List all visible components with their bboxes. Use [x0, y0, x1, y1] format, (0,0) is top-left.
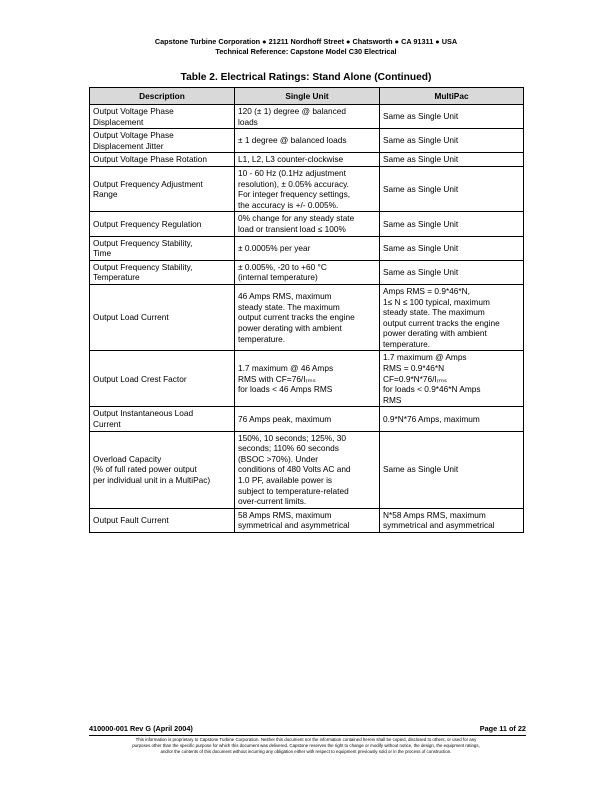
cell-text-line: power derating with ambient [238, 322, 342, 333]
cell-text-line: temperature. [238, 333, 286, 344]
cell-text-line: Range [93, 189, 118, 200]
cell-text-line: Displacement [93, 116, 144, 127]
proprietary-disclaimer [70, 737, 542, 755]
table-cell-description [90, 284, 235, 351]
table-cell-description [90, 153, 235, 167]
cell-text-line: ± 0.005%, -20 to +60 °C [238, 261, 327, 272]
cell-text-line: 46 Amps RMS, maximum [238, 291, 332, 302]
cell-text-line: 150%, 10 seconds; 125%, 30 [238, 432, 346, 443]
table-cell-multipac [380, 153, 524, 167]
cell-text-line: seconds; 110% 60 seconds [238, 443, 339, 454]
page-footer [89, 724, 526, 734]
table-cell-description [90, 166, 235, 211]
table-cell-description [90, 351, 235, 407]
table-cell-single-unit [235, 351, 380, 407]
table-cell-single-unit [235, 431, 380, 508]
cell-text-line: load or transient load ≤ 100% [238, 223, 346, 234]
table-row [90, 407, 524, 431]
page-header [0, 37, 612, 56]
cell-text-line: N*58 Amps RMS, maximum [383, 509, 486, 520]
table-cell-multipac [380, 166, 524, 211]
table-cell-single-unit [235, 508, 380, 532]
cell-text-line: Time [93, 248, 112, 259]
table-cell-description [90, 431, 235, 508]
table-cell-multipac [380, 284, 524, 351]
cell-text-line: Current [93, 419, 121, 430]
cell-text-line: Same as Single Unit [383, 267, 459, 278]
cell-text-line: Amps RMS = 0.9*46*N, [383, 285, 470, 296]
cell-text-line: Output Frequency Stability, [93, 261, 193, 272]
company-address-line: Capstone Turbine Corporation ● 21211 Nordhoff Street ● Chatsworth ● CA 91311 ● USA [154, 37, 458, 46]
column-header-multipac: MultiPac [380, 88, 524, 105]
table-row [90, 166, 524, 211]
cell-text-line: resolution), ± 0.05% accuracy. [238, 178, 349, 189]
cell-text-line: 120 (± 1) degree @ balanced [238, 106, 346, 116]
table-cell-multipac [380, 236, 524, 260]
cell-text-line: Temperature [93, 272, 140, 283]
table-cell-single-unit [235, 129, 380, 153]
table-header-row [90, 88, 524, 105]
table-row [90, 260, 524, 284]
table-cell-multipac [380, 508, 524, 532]
cell-text-line: 1.7 maximum @ Amps [383, 352, 467, 363]
cell-text-line: symmetrical and asymmetrical [238, 520, 350, 531]
table-cell-single-unit [235, 284, 380, 351]
cell-text-line: Same as Single Unit [383, 154, 459, 165]
cell-text-line: subject to temperature-related [238, 485, 349, 496]
cell-text-line: Output Voltage Phase [93, 130, 174, 141]
cell-text-line: CF=0.9*N*76/Iᵣₘₛ [383, 373, 447, 384]
cell-text-line: 10 - 60 Hz (0.1Hz adjustment [238, 167, 346, 178]
table-cell-description [90, 105, 235, 129]
disclaimer-line: purposes other than the specific purpose for which this document was delivered. Capstone reserves the right to change or modify without notice, the design, the equipment ratings, [132, 743, 480, 748]
table-row [90, 212, 524, 236]
footer-divider [89, 735, 526, 736]
cell-text-line: 76 Amps peak, maximum [238, 413, 332, 424]
table-row [90, 236, 524, 260]
cell-text-line: Overload Capacity [93, 453, 162, 464]
cell-text-line: 1≤ N ≤ 100 typical, maximum [383, 296, 490, 307]
cell-text-line: for loads < 0.9*46*N Amps [383, 384, 481, 395]
table-cell-description [90, 260, 235, 284]
cell-text-line: L1, L2, L3 counter-clockwise [238, 154, 344, 165]
table-cell-multipac [380, 105, 524, 129]
electrical-ratings-table [89, 87, 524, 533]
table-cell-single-unit [235, 236, 380, 260]
cell-text-line: Output Instantaneous Load [93, 408, 194, 419]
column-header-single-unit: Single Unit [235, 88, 380, 105]
cell-text-line: per individual unit in a MultiPac) [93, 475, 211, 485]
table-cell-single-unit [235, 260, 380, 284]
cell-text-line: Same as Single Unit [383, 218, 459, 229]
cell-text-line: the accuracy is +/- 0.005%. [238, 199, 339, 210]
cell-text-line: over-current limits. [238, 496, 307, 507]
cell-text-line: 58 Amps RMS, maximum [238, 509, 332, 520]
cell-text-line: RMS [383, 394, 402, 405]
cell-text-line: for loads < 46 Amps RMS [238, 384, 333, 395]
table-row [90, 153, 524, 167]
table-cell-single-unit [235, 166, 380, 211]
cell-text-line: temperature. [383, 338, 431, 349]
cell-text-line: Output Fault Current [93, 515, 169, 526]
cell-text-line: Same as Single Unit [383, 111, 459, 122]
cell-text-line: RMS = 0.9*46*N [383, 363, 445, 374]
cell-text-line: Output Load Current [93, 312, 169, 323]
table-cell-single-unit [235, 153, 380, 167]
page-number: Page 11 of 22 [479, 724, 526, 733]
cell-text-line: Output Frequency Adjustment [93, 178, 203, 189]
cell-text-line: Same as Single Unit [383, 183, 459, 194]
cell-text-line: 0% change for any steady state [238, 213, 355, 224]
cell-text-line: 1.0 PF, available power is [238, 475, 333, 485]
cell-text-line: (internal temperature) [238, 272, 318, 283]
table-title: Table 2. Electrical Ratings: Stand Alone (Continued) [180, 72, 432, 83]
cell-text-line: 1.7 maximum @ 46 Amps [238, 363, 334, 374]
cell-text-line: output current tracks the engine [238, 312, 355, 323]
cell-text-line: output current tracks the engine [383, 317, 500, 328]
table-cell-description [90, 508, 235, 532]
column-header-description: Description [90, 88, 235, 105]
cell-text-line: conditions of 480 Volts AC and [238, 464, 351, 475]
table-cell-description [90, 129, 235, 153]
cell-text-line: 0.9*N*76 Amps, maximum [383, 413, 480, 424]
table-cell-multipac [380, 129, 524, 153]
table-row [90, 105, 524, 129]
table-row [90, 351, 524, 407]
table-cell-description [90, 236, 235, 260]
table-row [90, 508, 524, 532]
cell-text-line: ± 0.0005% per year [238, 242, 311, 253]
technical-reference-line: Technical Reference: Capstone Model C30 Electrical [215, 46, 397, 56]
cell-text-line: ± 1 degree @ balanced loads [238, 135, 347, 146]
cell-text-line: Same as Single Unit [383, 242, 459, 253]
table-body [90, 105, 524, 533]
cell-text-line: power derating with ambient [383, 328, 487, 339]
table-row [90, 431, 524, 508]
table-cell-description [90, 407, 235, 431]
cell-text-line: Same as Single Unit [383, 464, 459, 475]
table-cell-description [90, 212, 235, 236]
cell-text-line: steady state. The maximum [383, 307, 485, 318]
cell-text-line: Output Load Crest Factor [93, 373, 187, 384]
cell-text-line: symmetrical and asymmetrical [383, 520, 495, 531]
table-cell-single-unit [235, 407, 380, 431]
cell-text-line: Displacement Jitter [93, 140, 164, 151]
cell-text-line: Output Voltage Phase Rotation [93, 154, 207, 165]
cell-text-line: Output Frequency Regulation [93, 218, 202, 229]
table-cell-multipac [380, 351, 524, 407]
document-id: 410000-001 Rev G (April 2004) [89, 724, 193, 733]
cell-text-line: (% of full rated power output [93, 464, 197, 475]
disclaimer-line: and/or the contents of this document without incurring any obligation either with respect to equipment previously sold or in the process of construction. [160, 749, 452, 754]
table-row [90, 129, 524, 153]
table-cell-single-unit [235, 212, 380, 236]
disclaimer-line: This information is proprietary to Capstone Turbine Corporation. Neither this document nor the information contained herein shall be copied, disclosed to others, or used for any [135, 737, 477, 742]
table-cell-single-unit [235, 105, 380, 129]
cell-text-line: steady state. The maximum [238, 301, 340, 312]
cell-text-line: For integer frequency settings, [238, 189, 351, 200]
cell-text-line: Output Voltage Phase [93, 106, 174, 116]
table-cell-multipac [380, 260, 524, 284]
table-row [90, 284, 524, 351]
table-cell-multipac [380, 212, 524, 236]
table-cell-multipac [380, 431, 524, 508]
cell-text-line: RMS with CF=76/Iᵣₘₛ [238, 373, 316, 384]
table-cell-multipac [380, 407, 524, 431]
cell-text-line: Same as Single Unit [383, 135, 459, 146]
cell-text-line: Output Frequency Stability, [93, 237, 193, 248]
cell-text-line: (BSOC >70%). Under [238, 453, 319, 464]
cell-text-line: loads [238, 116, 258, 127]
